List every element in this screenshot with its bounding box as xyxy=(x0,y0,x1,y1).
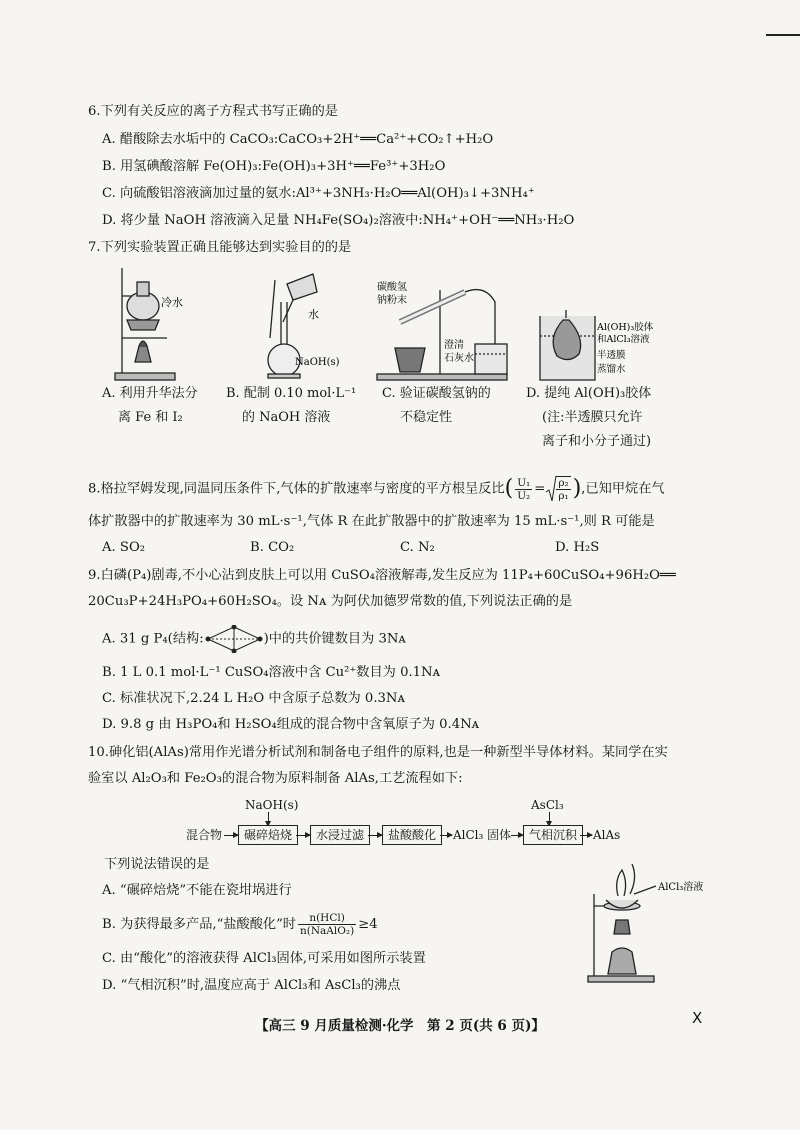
flow-step-acidify: 盐酸酸化 xyxy=(382,825,442,845)
flow-arrow-naoh xyxy=(268,812,269,826)
q6-option-d: D. 将少量 NaOH 溶液滴入足量 NH₄Fe(SO₄)₂溶液中:NH₄⁺+OH⁻══NH₃·H₂O xyxy=(102,213,575,228)
flow-arrow-1 xyxy=(224,835,238,836)
q7-option-b-line2: 的 NaOH 溶液 xyxy=(242,410,331,425)
water-label: 水 xyxy=(308,308,319,321)
q7-option-d-line2: (注:半透膜只允许 xyxy=(542,410,643,425)
flow-step-leach: 水浸过滤 xyxy=(310,825,370,845)
q10-option-b-pre: B. 为获得最多产品,“盐酸酸化”时 xyxy=(102,917,296,932)
q9-option-a-post: )中的共价键数目为 3Nᴀ xyxy=(263,631,406,647)
q8-option-a: A. SO₂ xyxy=(102,540,146,555)
evaporation-apparatus-figure xyxy=(578,856,718,988)
flow-ascl3-reagent: AsCl₃ xyxy=(531,798,564,812)
alcl3-solution-label: AlCl₃溶液 xyxy=(658,882,704,893)
q7-option-d-line1: D. 提纯 Al(OH)₃胶体 xyxy=(526,386,652,401)
ratio-numerator: n(HCl) xyxy=(298,912,356,925)
flow-arrow-6 xyxy=(580,835,592,836)
cold-water-label: 冷水 xyxy=(161,296,183,309)
q8-option-c: C. N₂ xyxy=(400,540,435,555)
q7-option-c-line2: 不稳定性 xyxy=(400,410,453,425)
limewater-label-line2: 石灰水 xyxy=(444,353,474,364)
membrane-label: 半透膜 xyxy=(597,350,626,361)
q7-stem: 7.下列实验装置正确且能够达到实验目的的是 xyxy=(88,240,352,255)
flow-arrow-5 xyxy=(511,835,523,836)
q10-option-b xyxy=(102,909,378,941)
mole-ratio xyxy=(298,912,356,937)
rho2: ρ₂ xyxy=(558,477,569,489)
flow-arrow-2 xyxy=(296,835,310,836)
q6-option-b: B. 用氢碘酸溶解 Fe(OH)₃:Fe(OH)₃+3H⁺══Fe³⁺+3H₂O xyxy=(102,159,446,174)
q10-stem-line2: 验室以 Al₂O₃和 Fe₂O₃的混合物为原料制备 AlAs,工艺流程如下: xyxy=(88,771,463,786)
q10-prompt: 下列说法错误的是 xyxy=(104,857,210,872)
nahco3-label-line2: 钠粉末 xyxy=(377,295,407,306)
q9-stem-line2: 20Cu₃P+24H₃PO₄+60H₂SO₄。设 Nᴀ 为阿伏加德罗常数的值,下列说法正确的是 xyxy=(88,594,573,609)
q7-option-b-line1: B. 配制 0.10 mol·L⁻¹ xyxy=(226,386,357,401)
flow-step-deposit: 气相沉积 xyxy=(523,825,583,845)
q8-stem-text: 8.格拉罕姆发现,同温同压条件下,气体的扩散速率与密度的平方根呈反比 xyxy=(88,481,505,497)
q9-option-a-pre: A. 31 g P₄(结构: xyxy=(102,631,204,647)
distilled-water-label: 蒸馏水 xyxy=(597,364,626,375)
q8-stem-tail: ,已知甲烷在气 xyxy=(581,481,665,497)
q10-option-a: A. “碾碎焙烧”不能在瓷坩埚进行 xyxy=(102,883,292,898)
q8-option-b: B. CO₂ xyxy=(250,540,295,555)
sublimation-apparatus xyxy=(115,268,175,380)
q10-option-c: C. 由“酸化”的溶液获得 AlCl₃固体,可采用如图所示装置 xyxy=(102,951,426,966)
q9-stem-line1: 9.白磷(P₄)剧毒,不小心沾到皮肤上可以用 CuSO₄溶液解毒,发生反应为 11P₄+60CuSO₄+96H₂O══ xyxy=(88,568,676,583)
q10-option-d: D. “气相沉积”时,温度应高于 AlCl₃和 AsCl₃的沸点 xyxy=(102,978,401,993)
q10-option-b-post: ≥4 xyxy=(358,917,378,932)
dialysis-apparatus xyxy=(540,310,595,380)
q6-stem: 6.下列有关反应的离子方程式书写正确的是 xyxy=(88,104,338,119)
flow-naoh-reagent: NaOH(s) xyxy=(245,798,299,812)
flow-intermediate: AlCl₃ 固体 xyxy=(453,828,512,842)
u1: U₁ xyxy=(517,476,531,489)
q7-option-a-line1: A. 利用升华法分 xyxy=(102,386,198,401)
flow-arrow-3 xyxy=(368,835,382,836)
q6-option-c: C. 向硫酸铝溶液滴加过量的氨水:Al³⁺+3NH₃·H₂O══Al(OH)₃↓+3NH₄⁺ xyxy=(102,186,535,201)
q8-option-d: D. H₂S xyxy=(555,540,600,555)
flow-step-roast: 碾碎焙烧 xyxy=(238,825,298,845)
flow-arrow-ascl3 xyxy=(549,812,550,826)
q7-apparatus-figure xyxy=(95,262,710,387)
corner-mark xyxy=(766,34,800,36)
nahco3-label-line1: 碳酸氢 xyxy=(377,282,407,293)
flow-start: 混合物 xyxy=(186,828,223,842)
flow-product: AlAs xyxy=(593,828,621,842)
naoh-solid-label: NaOH(s) xyxy=(295,357,340,368)
velocity-ratio xyxy=(515,477,532,502)
page-footer: 【高三 9 月质量检测·化学 第 2 页(共 6 页)】 xyxy=(255,1018,545,1034)
p4-tetrahedron-structure xyxy=(204,625,264,653)
colloid-label-line2: 和AlCl₃溶液 xyxy=(597,334,650,345)
q8-stem-line2: 体扩散器中的扩散速率为 30 mL·s⁻¹,气体 R 在此扩散器中的扩散速率为 15 mL·s⁻¹,则 R 可能是 xyxy=(88,514,655,529)
density-ratio xyxy=(556,476,570,502)
q9-option-c: C. 标准状况下,2.24 L H₂O 中含原子总数为 0.3Nᴀ xyxy=(102,691,405,706)
limewater-label-line1: 澄清 xyxy=(444,340,464,351)
q9-option-d: D. 9.8 g 由 H₃PO₄和 H₂SO₄组成的混合物中含氧原子为 0.4Nᴀ xyxy=(102,717,480,732)
q7-option-d-line3: 离子和小分子通过) xyxy=(542,434,652,449)
q8-stem-line1: 8.格拉罕姆发现,同温同压条件下,气体的扩散速率与密度的平方根呈反比( $\frac{\text{U₁}}{\text{U₂}}$ = $\frac{\text{ρ₂}}{\text{ρ₁}}$ ),已知甲烷在气 xyxy=(88,472,665,506)
q6-option-a: A. 醋酸除去水垢中的 CaCO₃:CaCO₃+2H⁺══Ca²⁺+CO₂↑+H₂O xyxy=(102,132,494,147)
q9-option-b: B. 1 L 0.1 mol·L⁻¹ CuSO₄溶液中含 Cu²⁺数目为 0.1Nᴀ xyxy=(102,665,441,680)
close-paren: ) xyxy=(572,476,582,501)
colloid-label-line1: Al(OH)₃胶体 xyxy=(597,322,654,333)
flow-arrow-4 xyxy=(440,835,452,836)
rho1: ρ₁ xyxy=(558,490,569,502)
q7-option-a-line2: 离 Fe 和 I₂ xyxy=(118,410,183,425)
open-paren: ( xyxy=(504,476,514,501)
ratio-denominator: n(NaAlO₂) xyxy=(300,925,355,937)
u2: U₂ xyxy=(517,489,531,502)
q10-stem-line1: 10.砷化铝(AlAs)常用作光谱分析试剂和制备电子组件的原料,也是一种新型半导体材料。某同学在实 xyxy=(88,745,668,760)
q7-option-c-line1: C. 验证碳酸氢钠的 xyxy=(382,386,491,401)
version-mark: X xyxy=(692,1009,703,1027)
q9-option-a xyxy=(102,625,406,653)
